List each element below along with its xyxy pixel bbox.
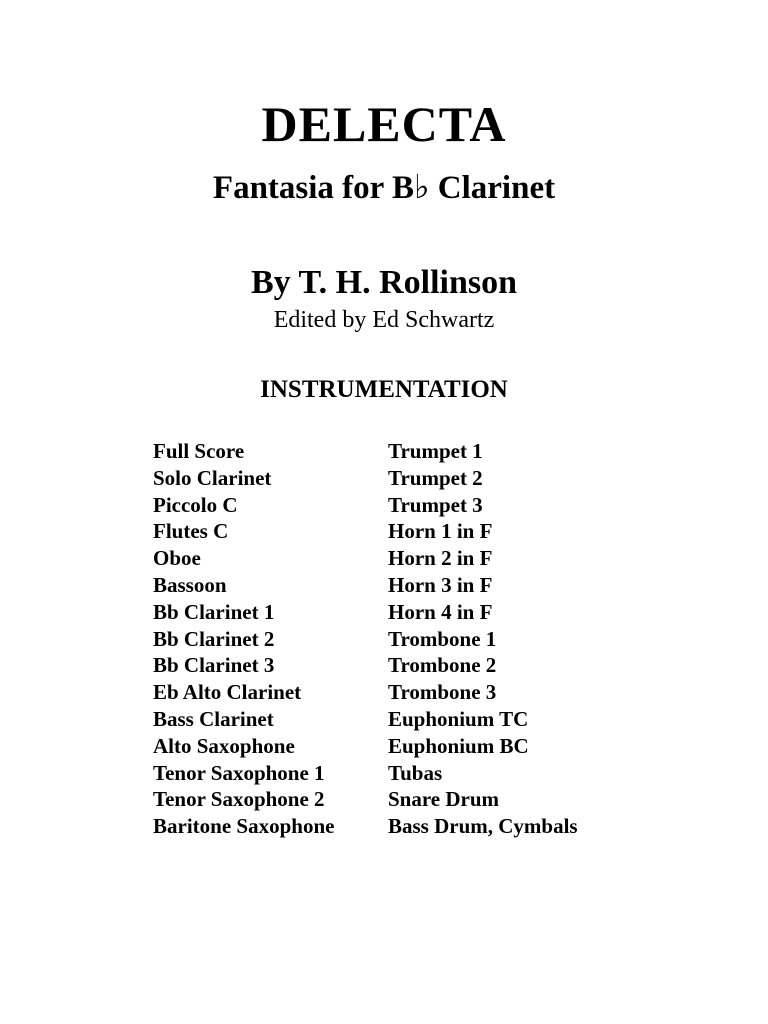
document-title: DELECTA — [261, 96, 507, 152]
instrument-item: Trumpet 1 — [388, 439, 483, 463]
instrument-item: Trombone 2 — [388, 653, 497, 678]
composer-line: By T. H. Rollinson — [250, 264, 518, 301]
instrument-item: Solo Clarinet — [153, 465, 272, 490]
instrument-item: Flutes C — [153, 519, 229, 544]
instrument-item: Horn 2 in F — [388, 546, 493, 571]
instrumentation-list-left — [153, 438, 334, 840]
instrument-item: Horn 1 in F — [388, 519, 493, 544]
instrument-item: Tenor Saxophone 1 — [153, 760, 325, 785]
instrument-item: Eb Alto Clarinet — [153, 680, 302, 705]
instrument-item: Trumpet 2 — [388, 465, 483, 490]
editor-line: Edited by Ed Schwartz — [273, 307, 495, 333]
instrument-item: Bass Drum, Cymbals — [388, 814, 578, 839]
instrument-item: Euphonium BC — [388, 733, 529, 758]
instrument-item: Snare Drum — [388, 787, 500, 812]
instrument-item: Tenor Saxophone 2 — [153, 787, 325, 812]
instrument-item: Bb Clarinet 1 — [153, 599, 275, 624]
instrument-item: Horn 3 in F — [388, 572, 493, 597]
instrument-item: Euphonium TC — [388, 706, 529, 731]
instrument-item: Bb Clarinet 3 — [153, 653, 275, 678]
instrument-item: Horn 4 in F — [388, 599, 493, 624]
instrument-item: Oboe — [153, 546, 201, 571]
instrument-item: Baritone Saxophone — [153, 814, 335, 839]
instrument-item: Trombone 3 — [388, 680, 497, 705]
instrument-item: Piccolo C — [153, 492, 238, 517]
instrument-item: Full Score — [153, 439, 245, 463]
instrument-item: Tubas — [388, 760, 443, 785]
instrument-item: Bassoon — [153, 572, 227, 597]
instrument-item: Bass Clarinet — [153, 706, 274, 731]
document-subtitle: Fantasia for B♭ Clarinet — [212, 170, 556, 206]
instrument-item: Alto Saxophone — [153, 733, 295, 758]
instrumentation-heading: INSTRUMENTATION — [260, 376, 508, 403]
instrumentation-list-right — [388, 438, 578, 840]
instrument-item: Trumpet 3 — [388, 492, 483, 517]
instrument-item: Trombone 1 — [388, 626, 497, 651]
instrument-item: Bb Clarinet 2 — [153, 626, 275, 651]
